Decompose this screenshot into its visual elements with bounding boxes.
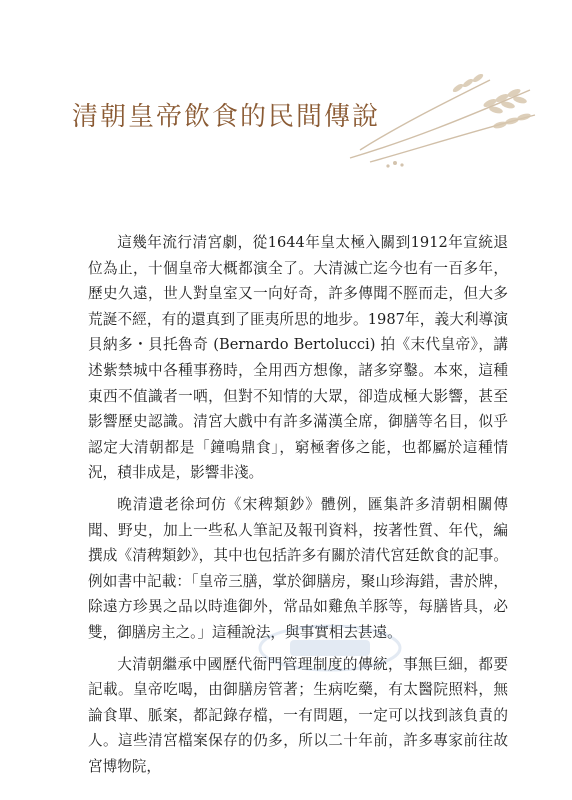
paragraph: 這幾年流行清宮劇，從1644年皇太極入關到1912年宣統退位為止，十個皇帝大概都演全了。大清滅亡迄今也有一百多年，歷史久遠，世人對皇室又一向好奇，許多傳聞不脛而走，但大多荒誕不經，有的還真到了匪夷所思的地步。1987年，義大利導演貝納多・貝托魯奇 (Bernardo Bertolucci) 拍《末代皇帝》，講述紫禁城中各種事務時，全用西方想像，諸多穿鑿。本來，這種東西不值識者一哂，但對不知情的大眾，卻造成極大影響，甚至影響歷史認識。清宮大戲中有許多滿漢全席，御膳等名目，似乎認定大清朝都是「鐘鳴鼎食」，窮極奢侈之能，也都屬於這種情況，積非成是，影響非淺。 <box>88 234 508 482</box>
body-text <box>88 230 508 785</box>
watermark-logo-icon <box>250 618 410 678</box>
paragraph: 大清朝繼承中國歷代衙門管理制度的傳統，事無巨細，都要記載。皇帝吃喝，由御膳房管著；生病吃藥，有太醫院照料，無論食單、脈案，都記錄存檔，一有問題，一定可以找到該負責的人。這些清宮檔案保存的仍多，所以二十年前，許多專家前往故宮博物院， <box>88 655 508 775</box>
paragraph: 晚清遺老徐珂仿《宋稗類鈔》體例，匯集許多清朝相關傳聞、野史，加上一些私人筆記及報刊資料，按著性質、年代，編撰成《清稗類鈔》，其中也包括許多有關於清代宮廷飲食的記事。例如書中記載：「皇帝三膳，掌於御膳房，聚山珍海錯，書於牌，除遠方珍異之品以時進御外，常品如雞魚羊豚等，每膳皆具，必雙，御膳房主之。」這種說法，與事實相去甚遠。 <box>88 495 508 641</box>
page-title: 清朝皇帝飲食的民間傳說 <box>72 102 381 132</box>
